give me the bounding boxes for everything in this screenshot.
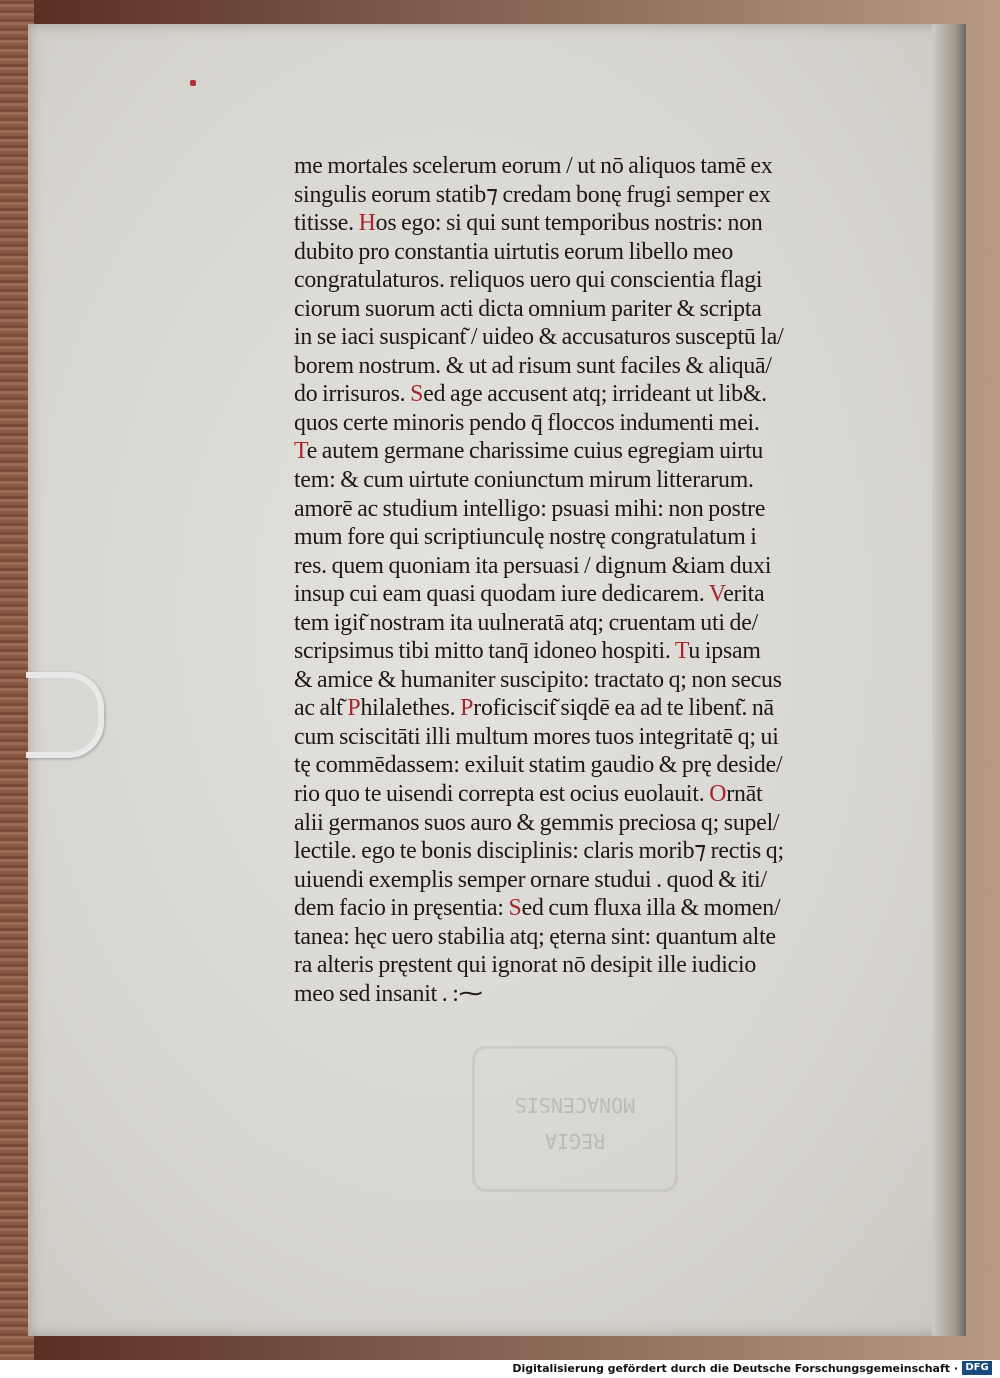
text-line-20: ac alt͂ Philalethes. Proficiscit͂ siqdē ea ad te libent͂. nā [294,695,774,722]
text-line-6: ciorum suorum acti dicta omnium pariter & scripta [294,295,762,322]
text-line-8: borem nostrum. & ut ad risum sunt faciles & aliquā/ [294,352,772,379]
text-line-27: dem facio in pręsentia: Sed cum fluxa illa & momen/ [294,895,781,922]
text-line-1: me mortales scelerum eorum / ut nō aliquos tamē ex [294,153,773,179]
text-line-29: ra alteris pręstent qui ignorat nō desipit ille iudicio [294,952,757,979]
text-line-30: meo sed insanit . :⁓ [294,980,483,1007]
dfg-logo-icon[interactable]: DFG [962,1361,992,1375]
page-gutter [932,24,966,1336]
text-line-18: scripsimus tibi mitto tanq̄ idoneo hospiti. Tu ipsam [294,638,761,665]
text-line-11: Te autem germane charissime cuius egregiam uirtu [294,438,764,465]
text-line-26: uiuendi exemplis semper ornare studui . quod & iti/ [294,866,767,893]
margin-red-mark [190,80,196,86]
text-line-19: & amice & humaniter suscipito: tractato q; non secus [294,666,782,693]
text-line-15: res. quem quoniam ita persuasi / dignum &iam duxi [294,552,772,579]
text-line-25: lectile. ego te bonis disciplinis: claris morib⁊ rectis q; [294,838,784,865]
text-line-17: tem igit͂ nostram ita uulneratā atq; cruentam uti de/ [294,609,758,636]
text-line-23: rio quo te uisendi correpta est ocius euolauit. Ornāt [294,781,763,808]
text-line-13: amorē ac studium intelligo: psuasi mihi: non postre [294,495,766,522]
text-line-3: titisse. Hos ego: si qui sunt temporibus nostris: non [294,210,763,237]
text-line-12: tem: & cum uirtute coniunctum mirum litterarum. [294,467,754,494]
text-line-5: congratulaturos. reliquos uero qui conscientia flagi [294,267,763,294]
text-line-4: dubito pro constantia uirtutis eorum libello meo [294,238,734,265]
funding-credit: Digitalisierung gefördert durch die Deutsche Forschungsgemeinschaft · [512,1362,958,1375]
text-line-21: cum sciscitāti illi multum mores tuos integritatē q; ui [294,723,779,750]
paper-clip [26,672,104,758]
text-line-24: alii germanos suos auro & gemmis preciosa q; supel/ [294,809,780,836]
text-line-7: in se iaci suspicant͂ / uideo & accusaturos susceptū la/ [294,324,784,351]
incunable-text-block [294,152,884,1008]
text-line-10: quos certe minoris pendo q̄ floccos indumenti mei. [294,409,760,436]
text-line-9: do irrisuros. Sed age accusent atq; irrideant ut lib&. [294,381,767,408]
text-line-2: singulis eorum statib⁊ credam bonę frugi semper ex [294,181,771,208]
text-line-16: insup cui eam quasi quodam iure dedicarem. Verita [294,581,765,608]
text-line-22: tę commēdassem: exiluit statim gaudio & prę deside/ [294,752,783,779]
library-stamp-text: REGIA MONACENSIS [514,1093,636,1153]
library-stamp [472,1046,678,1192]
digitization-footer [0,1360,1000,1378]
text-line-28: tanea: hęc uero stabilia atq; ęterna sint: quantum alte [294,923,776,950]
text-line-14: mum fore qui scriptiunculę nostrę congratulatum i [294,524,757,551]
